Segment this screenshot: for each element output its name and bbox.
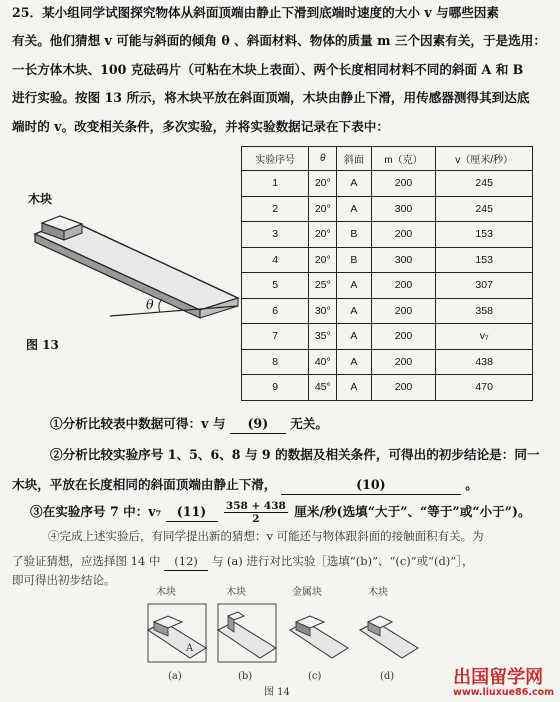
fraction-numerator: 358 + 438 xyxy=(225,500,286,512)
table-cell: B xyxy=(337,222,372,248)
setup-d xyxy=(360,616,418,658)
table-row xyxy=(242,273,533,299)
fig14-sub-d: (d) xyxy=(380,671,395,682)
angle-label: θ xyxy=(146,297,154,312)
table-cell: 470 xyxy=(436,375,533,401)
table-row xyxy=(242,196,533,222)
watermark-title: 出国留学网 xyxy=(453,667,544,688)
table-cell: 153 xyxy=(436,222,533,248)
figure-14-caption: 图 14 xyxy=(264,687,290,698)
table-cell: 9 xyxy=(242,375,309,401)
question-2-line-2 xyxy=(12,476,478,495)
answer-blank-12: (12) xyxy=(164,552,208,571)
table-row xyxy=(242,298,533,324)
table-cell: 30° xyxy=(309,298,337,324)
table-cell: A xyxy=(337,349,372,375)
question-4-line-2 xyxy=(12,552,474,571)
site-watermark xyxy=(453,663,554,698)
answer-blank-11: (11) xyxy=(166,503,218,522)
watermark-url: www.liuxue86.com xyxy=(453,687,554,698)
table-cell: 200 xyxy=(371,375,436,401)
table-cell: 20° xyxy=(309,171,337,197)
q1-suffix: 无关。 xyxy=(290,416,328,431)
table-cell: 7 xyxy=(242,324,309,350)
table-cell: 1 xyxy=(242,171,309,197)
table-cell: 200 xyxy=(371,171,436,197)
question-4-line-1: ④完成上述实验后，有同学提出新的猜想：v 可能还与物体跟斜面的接触面积有关。为 xyxy=(48,529,484,543)
table-cell: 20° xyxy=(309,196,337,222)
answer-blank-10: (10) xyxy=(281,476,461,495)
table-cell: 2 xyxy=(242,196,309,222)
table-cell: 200 xyxy=(371,298,436,324)
table-row xyxy=(242,171,533,197)
table-cell: 35° xyxy=(309,324,337,350)
fig14-sub-a: (a) xyxy=(168,671,182,682)
table-cell: 4 xyxy=(242,247,309,273)
fig14-label-a: 木块 xyxy=(156,587,176,598)
table-row xyxy=(242,324,533,350)
table-cell: 20° xyxy=(309,247,337,273)
table-cell: v₇ xyxy=(436,324,533,350)
fig14-sub-b: (b) xyxy=(238,671,253,682)
question-line-4: 进行实验。按图 13 所示，将木块平放在斜面顶端，木块由静止下滑，用传感器测得其到达底 xyxy=(12,90,530,105)
table-row xyxy=(242,375,533,401)
question-line-5: 端时的 v。改变相关条件，多次实验，并将实验数据记录在下表中： xyxy=(12,119,389,134)
fig14-slope-label: A xyxy=(186,643,194,654)
question-2-line-1: ②分析比较实验序号 1、5、6、8 与 9 的数据及相关条件，可得出的初步结论是：同一 xyxy=(50,447,540,462)
question-3 xyxy=(30,500,531,525)
col-header-speed: v（厘米/秒） xyxy=(436,147,533,171)
experiment-data-table xyxy=(241,146,533,401)
table-cell: 20° xyxy=(309,222,337,248)
table-cell: 200 xyxy=(371,349,436,375)
fig14-sub-c: (c) xyxy=(308,671,322,682)
table-cell: 153 xyxy=(436,247,533,273)
table-cell: 5 xyxy=(242,273,309,299)
fraction-denominator: 2 xyxy=(252,513,260,525)
table-cell: A xyxy=(337,273,372,299)
table-cell: 200 xyxy=(371,222,436,248)
q3-prefix: ③在实验序号 7 中：v₇ xyxy=(30,504,162,519)
table-cell: 245 xyxy=(436,171,533,197)
table-header-row xyxy=(242,147,533,171)
col-header-angle: θ xyxy=(309,147,337,171)
q4-prefix: 了验证猜想，应选择图 14 中 xyxy=(12,554,161,568)
table-cell: 245 xyxy=(436,196,533,222)
fig14-label-c: 金属块 xyxy=(292,587,322,598)
table-cell: 40° xyxy=(309,349,337,375)
q1-prefix: ①分析比较表中数据可得：v 与 xyxy=(50,416,226,431)
col-header-incline: 斜面 xyxy=(337,147,372,171)
col-header-index: 实验序号 xyxy=(242,147,309,171)
setup-c xyxy=(290,616,348,658)
table-cell: A xyxy=(337,171,372,197)
question-1 xyxy=(50,415,328,434)
table-cell: 300 xyxy=(371,196,436,222)
table-cell: A xyxy=(337,196,372,222)
table-cell: 358 xyxy=(436,298,533,324)
setup-a xyxy=(148,604,206,662)
figure-13-caption: 图 13 xyxy=(26,338,59,352)
figure-13-incline xyxy=(10,150,240,360)
table-cell: 6 xyxy=(242,298,309,324)
block-label: 木块 xyxy=(28,192,53,206)
table-cell: A xyxy=(337,324,372,350)
question-line-2: 有关。他们猜想 v 可能与斜面的倾角 θ 、斜面材料、物体的质量 m 三个因素有关，于是选用： xyxy=(12,33,546,48)
table-cell: 438 xyxy=(436,349,533,375)
table-cell: 200 xyxy=(371,273,436,299)
q2-prefix: 木块，平放在长度相同的斜面顶端由静止下滑， xyxy=(12,477,277,492)
table-cell: 8 xyxy=(242,349,309,375)
table-cell: 200 xyxy=(371,324,436,350)
question-line-1: 25．某小组同学试图探究物体从斜面顶端由静止下滑到底端时速度的大小 v 与哪些因素 xyxy=(12,5,499,20)
answer-blank-9: (9) xyxy=(230,415,286,434)
q2-suffix: 。 xyxy=(465,477,478,492)
table-row xyxy=(242,349,533,375)
table-cell: B xyxy=(337,247,372,273)
q3-suffix: 厘米/秒(选填“大于”、“等于”或“小于”)。 xyxy=(294,504,531,519)
fraction-expression xyxy=(224,500,288,525)
table-cell: 45° xyxy=(309,375,337,401)
table-cell: A xyxy=(337,298,372,324)
col-header-mass: m（克） xyxy=(371,147,436,171)
question-line-3: 一长方体木块、100 克砝码片（可粘在木块上表面）、两个长度相同材料不同的斜面 A 和 B xyxy=(12,62,524,77)
table-cell: A xyxy=(337,375,372,401)
table-cell: 25° xyxy=(309,273,337,299)
setup-b xyxy=(218,604,276,662)
table-row xyxy=(242,247,533,273)
question-4-line-3: 即可得出初步结论。 xyxy=(12,573,116,587)
table-row xyxy=(242,222,533,248)
table-cell: 300 xyxy=(371,247,436,273)
q4-suffix: 与 (a) 进行对比实验［选填“(b)”、“(c)”或“(d)”］， xyxy=(211,554,474,568)
fig14-label-b: 木块 xyxy=(226,587,246,598)
fig14-label-d: 木块 xyxy=(368,587,388,598)
table-cell: 3 xyxy=(242,222,309,248)
table-cell: 307 xyxy=(436,273,533,299)
